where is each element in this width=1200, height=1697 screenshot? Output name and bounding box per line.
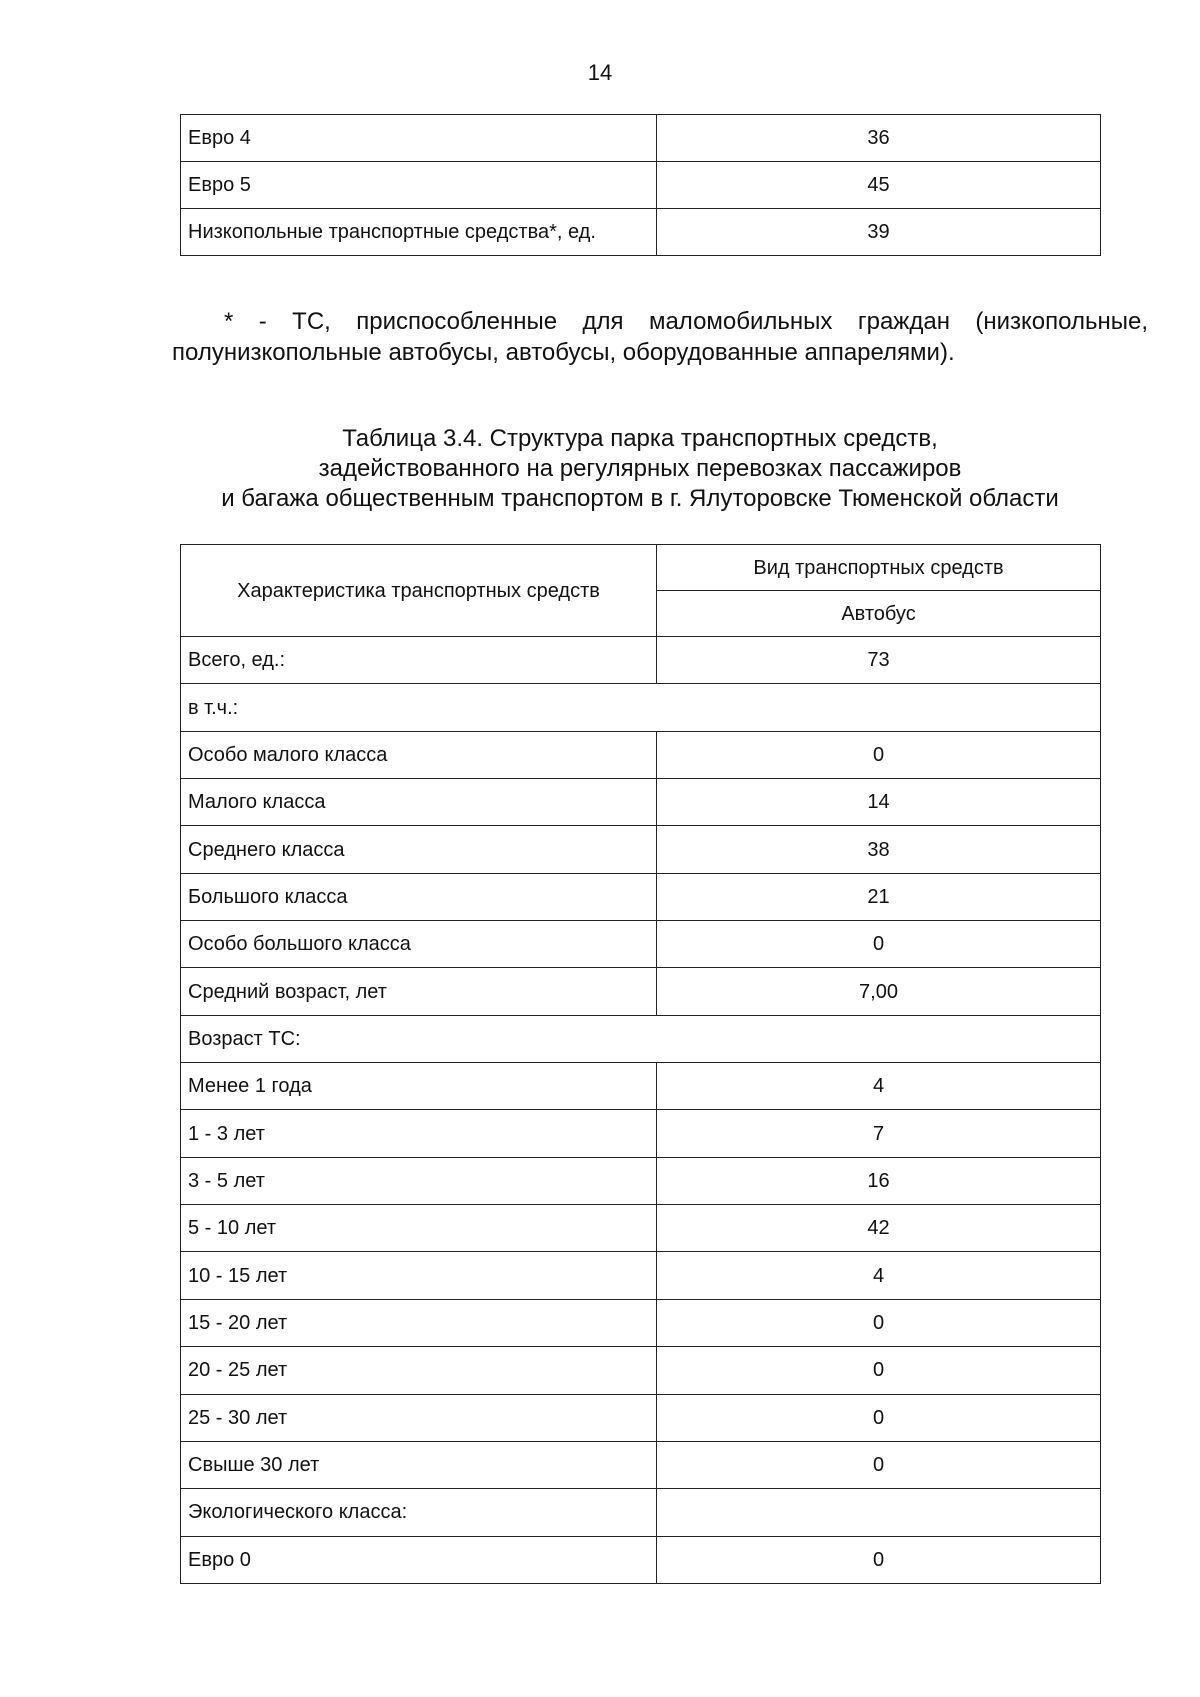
row-value: 14 bbox=[657, 779, 1101, 826]
table-row bbox=[181, 1394, 1101, 1441]
vehicle-fleet-table-continued bbox=[180, 114, 1101, 256]
row-label: Евро 0 bbox=[181, 1536, 657, 1583]
row-value: 36 bbox=[657, 115, 1101, 162]
row-label: Средний возраст, лет bbox=[181, 968, 657, 1015]
row-value: 0 bbox=[657, 1441, 1101, 1488]
row-value: 21 bbox=[657, 873, 1101, 920]
table-row bbox=[181, 1063, 1101, 1110]
row-value: 4 bbox=[657, 1252, 1101, 1299]
header-vehicle-type: Вид транспортных средств bbox=[657, 545, 1101, 591]
row-label: Особо малого класса bbox=[181, 731, 657, 778]
row-label: Евро 5 bbox=[181, 162, 657, 209]
table-row bbox=[181, 1015, 1101, 1062]
row-value: 42 bbox=[657, 1205, 1101, 1252]
table-row bbox=[181, 1347, 1101, 1394]
caption-line: Таблица 3.4. Структура парка транспортных средств, bbox=[342, 425, 938, 452]
row-label: 25 - 30 лет bbox=[181, 1394, 657, 1441]
row-value: 45 bbox=[657, 162, 1101, 209]
table-row bbox=[181, 1110, 1101, 1157]
table-header-row bbox=[181, 545, 1101, 591]
row-value: 4 bbox=[657, 1063, 1101, 1110]
caption-line: задействованного на регулярных перевозках пассажиров bbox=[318, 455, 962, 482]
header-characteristic: Характеристика транспортных средств bbox=[181, 545, 657, 637]
row-value: 0 bbox=[657, 731, 1101, 778]
row-value: 7,00 bbox=[657, 968, 1101, 1015]
row-label: 20 - 25 лет bbox=[181, 1347, 657, 1394]
row-label: Большого класса bbox=[181, 873, 657, 920]
row-label: 3 - 5 лет bbox=[181, 1157, 657, 1204]
row-value: 0 bbox=[657, 1536, 1101, 1583]
table-row bbox=[181, 637, 1101, 684]
row-value: 0 bbox=[657, 1394, 1101, 1441]
row-label: Особо большого класса bbox=[181, 921, 657, 968]
header-bus: Автобус bbox=[657, 591, 1101, 637]
row-label: в т.ч.: bbox=[181, 684, 1101, 731]
table-row bbox=[181, 684, 1101, 731]
row-value: 39 bbox=[657, 209, 1101, 256]
table-row bbox=[181, 1489, 1101, 1536]
row-label: Всего, ед.: bbox=[181, 637, 657, 684]
table-row bbox=[181, 1252, 1101, 1299]
table-row bbox=[181, 162, 1101, 209]
table-row bbox=[181, 209, 1101, 256]
table-row bbox=[181, 1299, 1101, 1346]
table-row bbox=[181, 1205, 1101, 1252]
row-value bbox=[657, 1489, 1101, 1536]
table-row bbox=[181, 1157, 1101, 1204]
row-label: Свыше 30 лет bbox=[181, 1441, 657, 1488]
table-caption bbox=[180, 424, 1100, 514]
row-label: Малого класса bbox=[181, 779, 657, 826]
row-value: 0 bbox=[657, 921, 1101, 968]
vehicle-fleet-structure-table bbox=[180, 544, 1101, 1584]
row-label: Экологического класса: bbox=[181, 1489, 657, 1536]
row-value: 0 bbox=[657, 1299, 1101, 1346]
row-value: 38 bbox=[657, 826, 1101, 873]
row-value: 0 bbox=[657, 1347, 1101, 1394]
table-row bbox=[181, 779, 1101, 826]
row-label: 15 - 20 лет bbox=[181, 1299, 657, 1346]
row-label: Возраст ТС: bbox=[181, 1015, 1101, 1062]
row-label: Низкопольные транспортные средства*, ед. bbox=[181, 209, 657, 256]
table-row bbox=[181, 1536, 1101, 1583]
row-value: 7 bbox=[657, 1110, 1101, 1157]
table-row bbox=[181, 873, 1101, 920]
page-number: 14 bbox=[587, 60, 613, 85]
table-row bbox=[181, 826, 1101, 873]
table-row bbox=[181, 115, 1101, 162]
table-row bbox=[181, 731, 1101, 778]
row-label: 10 - 15 лет bbox=[181, 1252, 657, 1299]
row-value: 16 bbox=[657, 1157, 1101, 1204]
caption-line: и багажа общественным транспортом в г. Ялуторовске Тюменской области bbox=[221, 485, 1059, 512]
row-label: Среднего класса bbox=[181, 826, 657, 873]
row-label: Евро 4 bbox=[181, 115, 657, 162]
table-row bbox=[181, 921, 1101, 968]
table-row bbox=[181, 968, 1101, 1015]
row-label: 1 - 3 лет bbox=[181, 1110, 657, 1157]
table-row bbox=[181, 1441, 1101, 1488]
row-label: Менее 1 года bbox=[181, 1063, 657, 1110]
row-label: 5 - 10 лет bbox=[181, 1205, 657, 1252]
footnote: * - ТС, приспособленные для маломобильных граждан (низкопольные, полунизкопольные автобусы, автобусы, оборудованные аппарелями). bbox=[172, 308, 1148, 366]
row-value: 73 bbox=[657, 637, 1101, 684]
